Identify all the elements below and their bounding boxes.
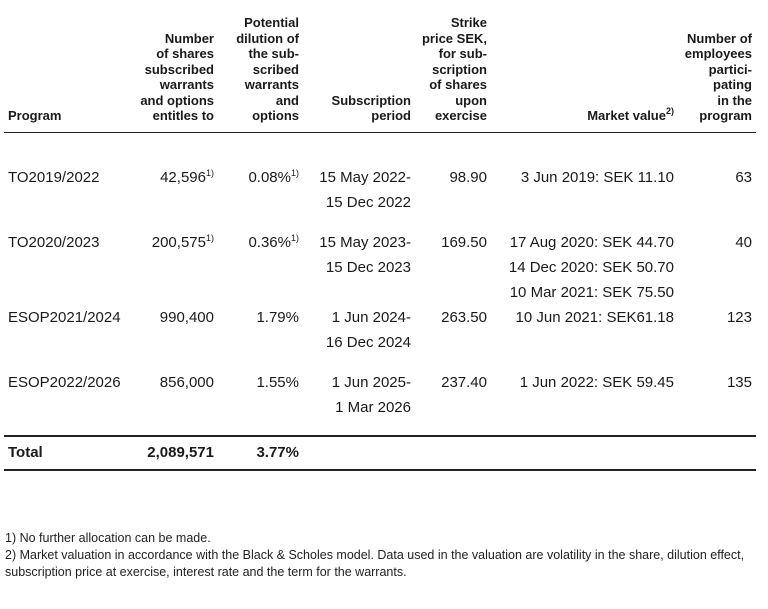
cell-employees: 123 (726, 308, 752, 326)
header-market-value: Market value$^{2)}$ (491, 8, 678, 132)
dilution-footnote-marker: 1) (290, 232, 299, 243)
table-row (4, 370, 756, 436)
cell-shares: 42,596$^{1)}$ (160, 167, 214, 186)
dilution-footnote-marker: 1) (290, 167, 299, 178)
shares-footnote-marker: 1) (205, 232, 214, 243)
cell-dilution: 1.55% (256, 373, 299, 391)
cell-program: TO2019/2022 (8, 168, 100, 186)
total-row (4, 436, 756, 470)
header-strike-price: Strike price SEK, for sub- scription of shares upon exercise (415, 8, 491, 132)
cell-program: ESOP2022/2026 (8, 373, 121, 391)
table-row (4, 165, 756, 230)
cell-market-value: 3 Jun 2019: SEK 11.10 (520, 168, 674, 186)
cell-dilution: 0.08%$^{1)}$ (248, 167, 299, 186)
cell-dilution: 1.79% (256, 308, 299, 326)
cell-strike-price: 237.40 (441, 373, 487, 391)
cell-subscription-period: 1 Jun 2025- 1 Mar 2026 (331, 373, 411, 416)
cell-dilution: 0.36%$^{1)}$ (248, 232, 299, 251)
cell-strike-price: 169.50 (441, 233, 487, 251)
total-dilution: 3.77% (218, 436, 303, 470)
header-employees: Number of employees partici- pating in the program (678, 8, 756, 132)
cell-shares: 200,575$^{1)}$ (151, 232, 214, 251)
cell-strike-price: 98.90 (449, 168, 487, 186)
shares-footnote-marker: 1) (205, 167, 214, 178)
cell-employees: 40 (735, 233, 752, 251)
footnote-2: 2) Market valuation in accordance with the Black & Scholes model. Data used in the valuation are volatility in the share, dilution effect, subscription price at exercise, interest rate and the term for the warrants. (5, 548, 745, 579)
cell-subscription-period: 15 May 2022- 15 Dec 2022 (319, 168, 411, 211)
header-dilution: Potential dilution of the sub- scribed warrants and options (218, 8, 303, 132)
cell-strike-price: 263.50 (441, 308, 487, 326)
header-row (4, 8, 756, 132)
cell-shares: 856,000 (159, 373, 214, 391)
footnotes (5, 530, 750, 581)
cell-shares: 990,400 (159, 308, 214, 326)
cell-subscription-period: 15 May 2023- 15 Dec 2023 (319, 233, 411, 276)
cell-program: TO2020/2023 (8, 233, 100, 251)
table-body (4, 132, 756, 436)
header-shares: Number of shares subscribed warrants and options entitles to (128, 8, 218, 132)
cell-subscription-period: 1 Jun 2024- 16 Dec 2024 (325, 308, 411, 351)
total-shares: 2,089,571 (128, 436, 218, 470)
cell-employees: 63 (735, 168, 752, 186)
spacer-row (4, 132, 756, 165)
market-value-footnote-marker: 2) (665, 106, 674, 116)
table-row (4, 230, 756, 305)
total-label: Total (4, 436, 128, 470)
cell-program: ESOP2021/2024 (8, 308, 121, 326)
table-row (4, 305, 756, 370)
cell-employees: 135 (726, 373, 752, 391)
footnote-1: 1) No further allocation can be made. (5, 531, 211, 545)
header-program: Program (4, 8, 128, 132)
cell-market-value: 17 Aug 2020: SEK 44.70 14 Dec 2020: SEK 50.70 10 Mar 2021: SEK 75.50 (508, 233, 674, 301)
warrant-programs-table (4, 8, 756, 471)
cell-market-value: 10 Jun 2021: SEK61.18 (515, 308, 674, 326)
cell-market-value: 1 Jun 2022: SEK 59.45 (519, 373, 674, 391)
header-subscription-period: Subscription period (303, 8, 415, 132)
